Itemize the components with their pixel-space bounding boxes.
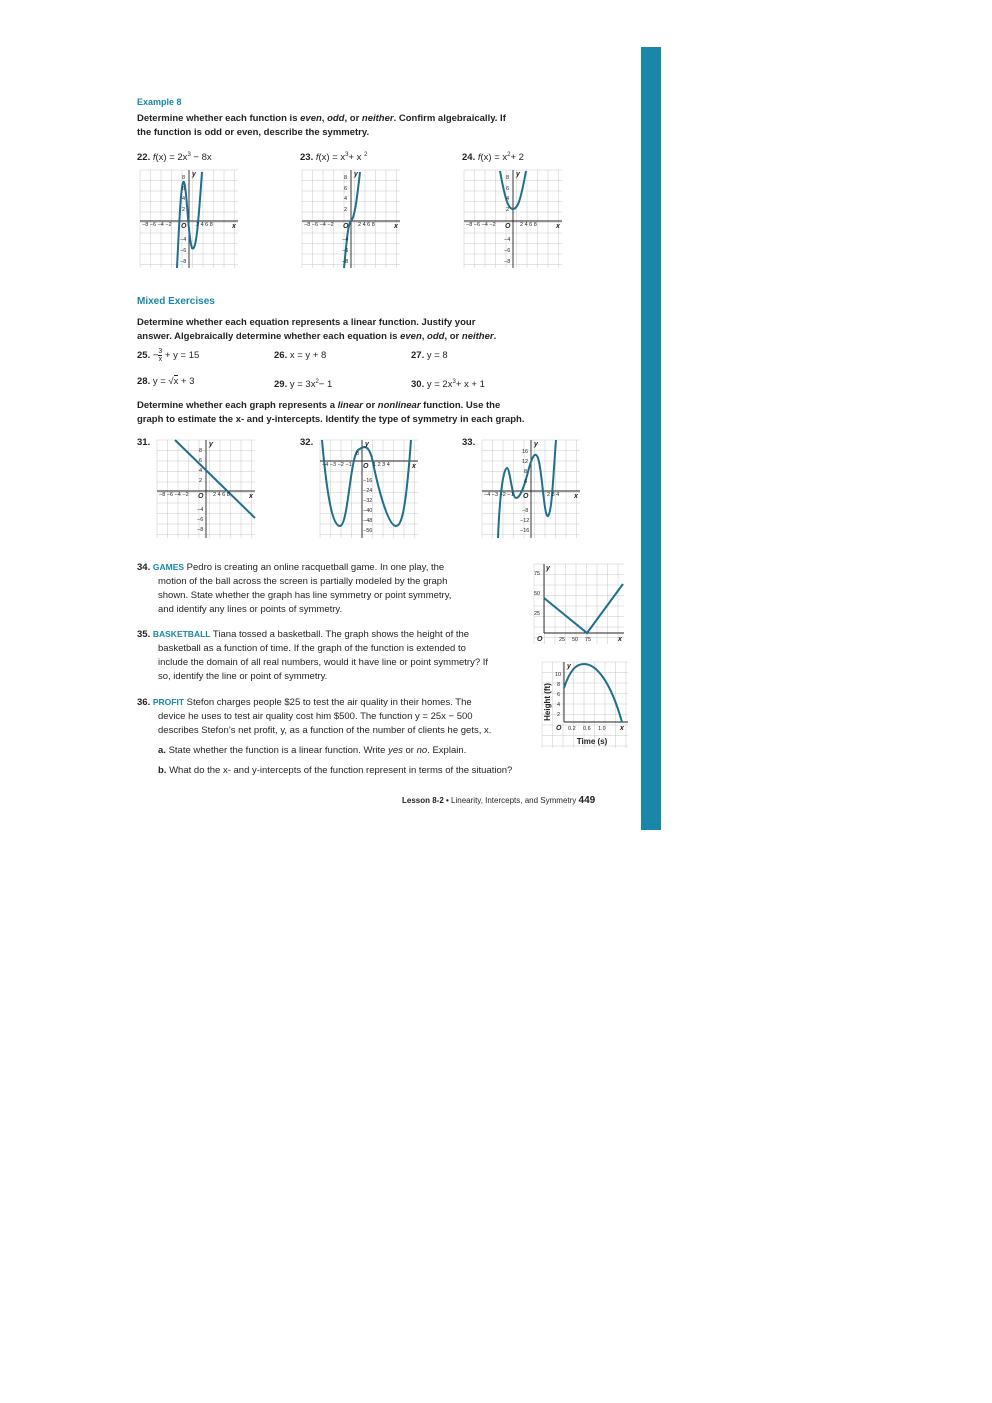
sep: or [363,400,378,411]
text-line: include the domain of all real numbers, would it have line or point symmetry? If [158,657,489,668]
origin-label: O [181,223,187,230]
function-line [175,440,255,518]
y-tick: −12 [520,518,530,524]
exponent: 2 [315,379,319,385]
origin-label: O [505,223,511,230]
y-tick: −6 [342,248,349,254]
x-tick-labels-pos: 2 4 6 8 [196,222,213,228]
x-tick-labels-neg: −8 −6 −4 −2 [466,222,496,228]
chapter-sidebar-bar [641,47,661,830]
axis-label-x: x [249,493,253,500]
x-axis-title: Time (s) [576,737,608,746]
equation-part: + x + 1 [455,379,485,391]
denominator: x [158,356,163,363]
instr-text: Determine whether each function is [137,113,301,124]
x-tick-labels-pos: 1 2 3 4 [373,462,390,468]
axis-label-x: x [394,223,398,230]
instr-line2: answer. Algebraically determine whether each equation is [137,331,401,342]
page-number: 449 [578,795,596,806]
axis-label-x: x [574,493,578,500]
origin-label: O [523,493,529,500]
word-yes: yes [388,745,403,756]
instr-line2: the function is odd or even, describe the symmetry. [137,127,370,138]
axis-label-y: y [354,171,358,178]
radicand: x [173,376,179,387]
graph-33 [480,438,582,540]
word-neither: neither [461,331,494,342]
axis-label-x: x [556,223,560,230]
x-tick: 75 [585,637,592,643]
mixed-instruction [137,316,607,344]
problem-31-label: 31. [137,437,151,448]
y-tick: 2 [557,712,561,718]
problem-30 [411,376,485,391]
y-tick: 4 [344,196,348,202]
instr-text: Determine whether each graph represents a [137,400,338,411]
equation-part: x = y + 8 [287,350,327,361]
graph-35 [540,660,630,750]
problem-number: 23. [300,152,314,164]
y-tick: −6 [180,248,187,254]
y-tick: 6 [199,458,203,464]
y-tick: 8 [199,448,203,454]
problem-35 [137,627,547,684]
y-tick: 16 [522,449,529,455]
y-tick: 4 [524,479,528,485]
x-tick-labels-neg: −8 −6 −4 −2 [159,492,189,498]
text-line: State whether the function is a linear function. Write [165,745,389,756]
sep: . [493,331,497,342]
problem-number: 34. [137,562,151,573]
neg-sign: − [152,350,159,362]
axis-label-x: x [620,725,624,732]
problem-number: 29. [274,379,288,391]
sep: , or [344,113,362,124]
text-line: and identify any lines or points of symmetry. [158,604,343,615]
y-tick: 6 [344,186,348,192]
x-tick: 0.2 [568,726,576,732]
y-tick: 2 [506,207,510,213]
problem-23 [300,149,367,164]
problem-36 [137,695,537,738]
lesson-title: Linearity, Intercepts, and Symmetry [451,796,577,805]
problem-33-label: 33. [462,437,476,448]
fx: f [152,152,156,164]
instr-text: . Confirm algebraically. If [393,113,506,124]
y-tick: 4 [557,702,561,708]
equation-part: y = 3x [287,379,316,391]
x-tick-labels-pos: 2 4 6 8 [358,222,375,228]
y-tick: 8 [506,175,510,181]
axis-label-x: x [412,463,416,470]
y-tick: −48 [363,518,373,524]
problem-tag: GAMES [152,562,185,572]
equation-part: − 8x [190,152,212,164]
y-tick: 8 [524,469,528,475]
exponent: 2 [364,152,368,158]
text-line: . Explain. [427,745,467,756]
problem-29 [274,376,332,391]
instr-text: function. Use the [420,400,501,411]
text-line: Tiana tossed a basketball. The graph shows the height of the [210,629,470,640]
problem-tag: BASKETBALL [152,629,211,639]
problem-tag: PROFIT [152,697,185,707]
lesson-number: Lesson 8-2 [402,796,444,805]
y-tick: 2 [199,478,203,484]
equation-part: + x [348,152,365,164]
x-tick-labels-pos: 2 3 4 [547,492,560,498]
y-tick: −16 [363,478,373,484]
problem-number: 22. [137,152,151,164]
bullet: • [443,796,452,805]
example-label: Example 8 [137,97,182,107]
problem-36b [158,764,608,778]
graph-22 [138,168,240,270]
graph-instruction [137,399,607,427]
word-linear: linear [337,400,363,411]
y-tick: −24 [363,488,373,494]
x-tick: 1.0 [598,726,606,732]
y-tick: 10 [555,672,562,678]
y-tick: −8 [197,527,204,533]
x-tick-labels-pos: 2 4 6 8 [520,222,537,228]
graph-24 [462,168,564,270]
exponent: 3 [187,152,191,158]
y-tick: −56 [363,528,373,534]
y-tick: 75 [534,571,541,577]
y-tick: 8 [182,175,186,181]
y-tick: 2 [344,207,348,213]
y-tick: 8 [356,451,360,457]
problem-34 [137,560,527,617]
y-tick: −4 [197,507,204,513]
axis-label-y: y [192,171,196,178]
origin-label: O [343,223,349,230]
equation-part: y = 8 [424,350,448,361]
x-tick-labels-pos: 2 4 6 8 [213,492,230,498]
exponent: 3 [345,152,349,158]
text-line: so, identify the line or point of symmetry. [158,671,328,682]
text-line: shown. State whether the graph has line symmetry or point symmetry, [158,590,452,601]
word-even: even [300,113,322,124]
text-line: device he uses to test air quality cost him $500. The function y = 25x − 500 [158,711,473,722]
sep: , or [444,331,462,342]
text-line: Pedro is creating an online racquetball game. In one play, the [184,562,445,573]
axis-label-y: y [516,171,520,178]
y-tick: −8 [342,259,349,265]
equation-part: y = 2x [424,379,453,391]
fx: f [477,152,481,164]
problem-25 [137,348,199,363]
problem-26 [274,350,326,362]
y-tick: −8 [522,508,529,514]
y-tick: 4 [506,196,510,202]
exponent: 3 [452,379,456,385]
problem-number: 25. [137,350,151,362]
fx: f [315,152,319,164]
y-tick: 6 [557,692,561,698]
y-tick: 8 [344,175,348,181]
y-tick: −4 [342,237,349,243]
y-tick: 4 [199,468,203,474]
y-tick: 6 [506,186,510,192]
y-tick: 50 [534,591,541,597]
problem-36a [158,744,578,758]
problem-number: 35. [137,629,151,640]
axis-label-y: y [534,441,538,448]
y-tick: −8 [504,259,511,265]
instr-line1: Determine whether each equation represents a linear function. Justify your [137,317,476,328]
origin-label: O [556,725,562,732]
axis-label-y: y [209,441,213,448]
part-label: b. [158,765,167,776]
x-tick-labels-neg: −4 −3 −2 −1 [322,462,352,468]
problem-number: 28. [137,376,151,387]
sep: or [402,745,417,756]
text-line: What do the x- and y-intercepts of the function represent in terms of the situation? [166,765,513,776]
origin-label: O [537,636,543,643]
text-line: describes Stefon’s net profit, y, as a function of the number of clients he gets, x. [158,725,492,736]
equation-part: (x) = x [318,152,346,164]
word-odd: odd [327,113,345,124]
example-instruction [137,112,597,140]
problem-32-label: 32. [300,437,314,448]
problem-number: 36. [137,697,151,708]
y-axis-title: Height (ft) [543,683,552,721]
instr-line2: graph to estimate the x- and y-intercepts. Identify the type of symmetry in each graph. [137,414,525,425]
y-tick: 12 [522,459,529,465]
problem-number: 24. [462,152,476,164]
origin-label: O [363,463,369,470]
text-line: motion of the ball across the screen is partially modeled by the graph [158,576,448,587]
problem-number: 30. [411,379,425,391]
x-tick-labels-neg: −8 −6 −4 −2 [142,222,172,228]
problem-number: 26. [274,350,288,361]
x-tick: 0.6 [583,726,591,732]
axis-label-x: x [232,223,236,230]
word-odd: odd [427,331,445,342]
grid [534,564,624,644]
axis-label-y: y [546,565,550,572]
y-tick: −6 [504,248,511,254]
y-tick: −32 [363,498,373,504]
y-tick: −40 [363,508,373,514]
text-line: basketball as a function of time. If the graph of the function is extended to [158,643,466,654]
equation-part: (x) = x [480,152,508,164]
y-tick: −8 [180,259,187,265]
y-tick: −4 [504,237,511,243]
word-no: no [416,745,428,756]
y-tick: −4 [180,237,187,243]
numerator: 3 [158,348,163,355]
problem-27 [411,350,448,362]
y-tick: 4 [182,196,186,202]
axis-label-y: y [365,441,369,448]
y-tick: 6 [182,186,186,192]
y-tick: −6 [197,517,204,523]
sep: , [421,331,428,342]
axis-label-x: x [618,636,622,643]
y-tick: −16 [520,528,530,534]
sep: , [321,113,328,124]
equation-part: (x) = 2x [155,152,188,164]
part-label: a. [158,745,166,756]
y-tick: 8 [557,682,561,688]
x-tick-labels-neg: −4 −3 −2 −1 [484,492,514,498]
y-tick: 2 [182,207,186,213]
word-nonlinear: nonlinear [377,400,421,411]
word-even: even [400,331,422,342]
equation-part: y = √ [150,376,174,387]
equation-part: + 2 [510,152,524,164]
exponent: 2 [507,152,511,158]
graph-32 [318,438,420,540]
graph-23 [300,168,402,270]
equation-part: − 1 [318,379,333,391]
problem-number: 27. [411,350,425,361]
page-footer [402,795,595,806]
x-tick-labels-neg: −8 −6 −4 −2 [304,222,334,228]
text-line: Stefon charges people $25 to test the air quality in their homes. The [184,697,472,708]
x-tick: 25 [559,637,566,643]
x-tick: 50 [572,637,579,643]
function-line [544,584,623,633]
section-title: Mixed Exercises [137,296,215,307]
origin-label: O [198,493,204,500]
problem-22 [137,149,212,164]
problem-28 [137,376,195,388]
word-neither: neither [361,113,394,124]
y-tick: 25 [534,611,541,617]
equation-part: + 3 [178,376,195,387]
graph-31 [155,438,257,540]
problem-24 [462,149,524,164]
axis-label-y: y [567,663,571,670]
equation-part: + y = 15 [162,350,200,362]
